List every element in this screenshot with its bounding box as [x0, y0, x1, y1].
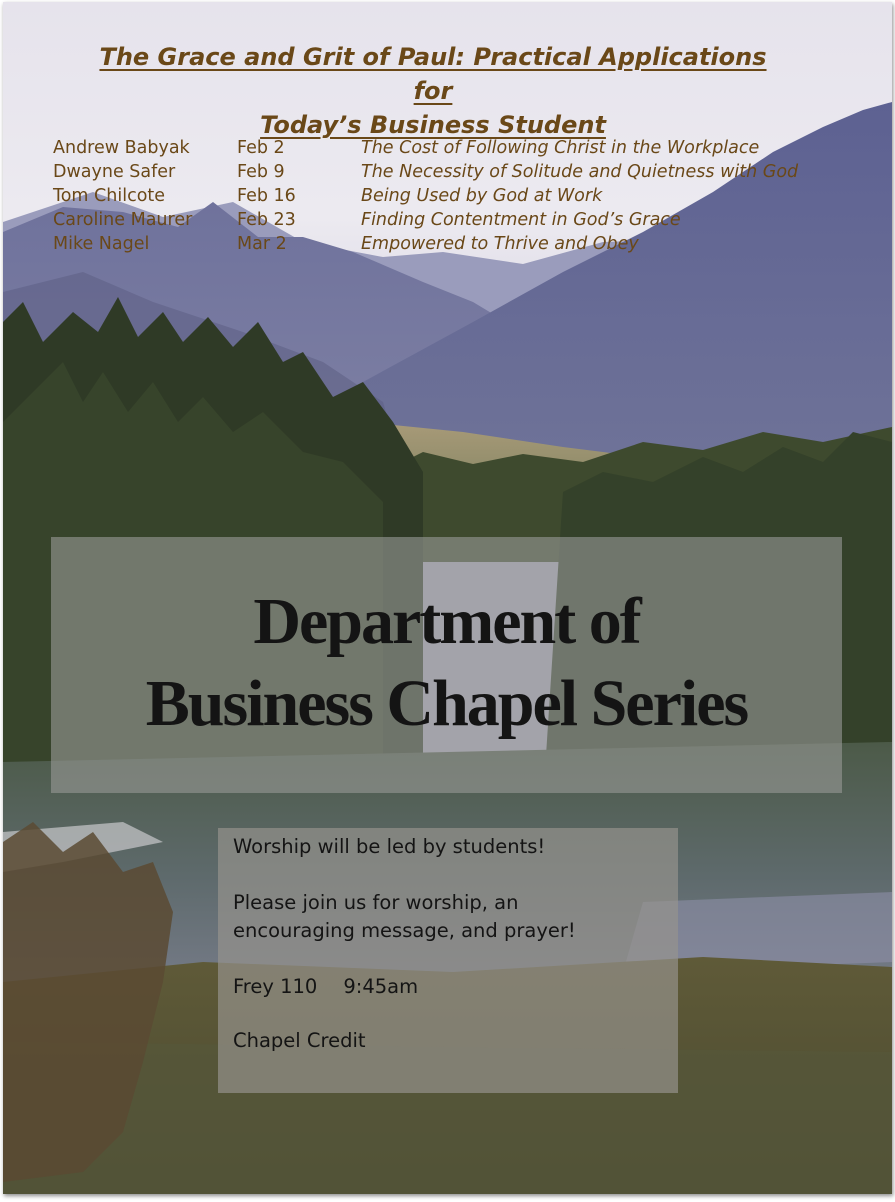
speaker-name: Dwayne Safer [53, 162, 176, 182]
series-theme-title-line1: The Grace and Grit of Paul: Practical Applications for [99, 43, 767, 105]
talk-date: Feb 16 [237, 186, 296, 206]
speaker-name: Caroline Maurer [53, 210, 193, 230]
event-location: Frey 110 [233, 975, 318, 998]
department-title-line2: Business Chapel Series [145, 667, 748, 740]
schedule-row [53, 184, 883, 208]
talk-topic: Finding Contentment in God’s Grace [361, 210, 681, 230]
speaker-name: Andrew Babyak [53, 138, 190, 158]
speaker-name: Tom Chilcote [53, 186, 166, 206]
series-theme-title-line2: Today’s Business Student [260, 111, 606, 139]
chapel-poster [3, 2, 892, 1194]
talk-topic: Being Used by God at Work [361, 186, 603, 206]
invitation-text [233, 889, 576, 945]
event-time: 9:45am [343, 975, 419, 998]
talk-date: Feb 2 [237, 138, 285, 158]
department-banner [51, 537, 842, 793]
talk-date: Mar 2 [237, 234, 287, 254]
schedule-row [53, 232, 883, 256]
speaker-name: Mike Nagel [53, 234, 150, 254]
location-time [233, 973, 418, 1001]
invitation-line2: encouraging message, and prayer! [233, 919, 576, 942]
schedule-row [53, 160, 883, 184]
invitation-line1: Please join us for worship, an [233, 891, 519, 914]
schedule-row [53, 208, 883, 232]
talk-date: Feb 9 [237, 162, 285, 182]
talk-topic: Empowered to Thrive and Obey [361, 234, 639, 254]
department-title-line1: Department of [253, 585, 640, 658]
schedule-row [53, 136, 883, 160]
event-info-box [218, 828, 678, 1093]
speaker-schedule [53, 136, 883, 256]
department-title [51, 581, 842, 745]
worship-note: Worship will be led by students! [233, 835, 546, 858]
series-theme-title [83, 40, 783, 142]
talk-topic: The Necessity of Solitude and Quietness with God [361, 162, 799, 182]
talk-topic: The Cost of Following Christ in the Workplace [361, 138, 760, 158]
talk-date: Feb 23 [237, 210, 296, 230]
chapel-credit: Chapel Credit [233, 1029, 366, 1052]
